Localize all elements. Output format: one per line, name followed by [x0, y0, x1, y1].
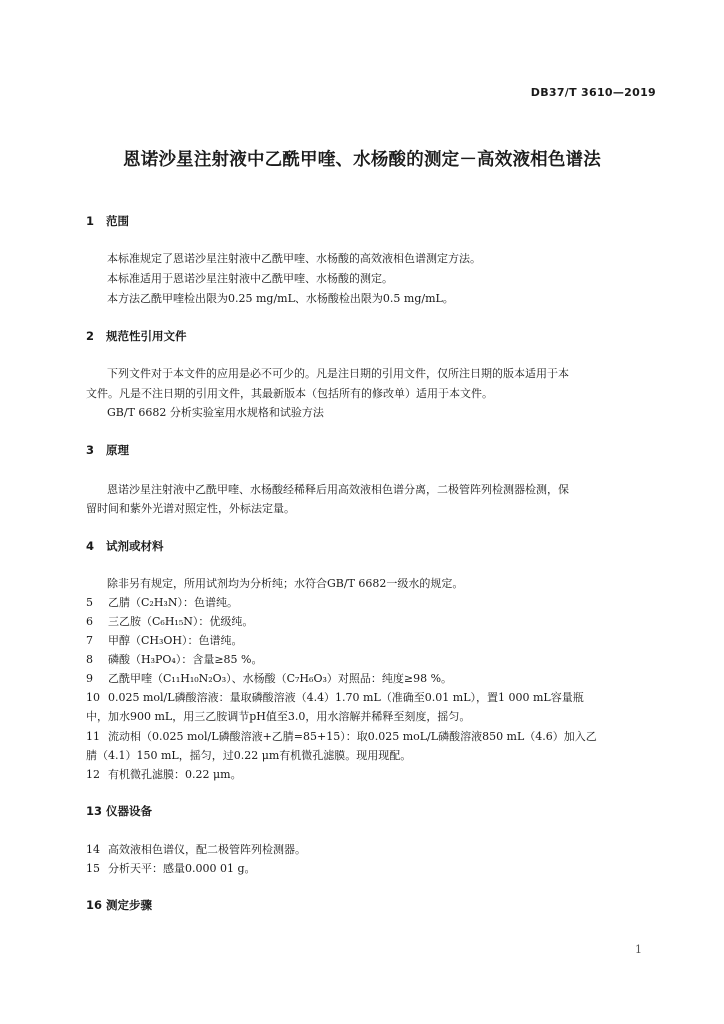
section-heading-principle — [86, 442, 129, 458]
item-text: 高效液相色谱仪，配二极管阵列检测器。 — [108, 843, 306, 856]
section-title: 测定步骤 — [106, 898, 152, 912]
item-text: 三乙胺（C₆H₁₅N）：优级纯。 — [108, 615, 254, 628]
paragraph-line: 文件。凡是不注日期的引用文件，其最新版本（包括所有的修改单）适用于本文件。 — [86, 387, 493, 400]
list-item-continuation: 中，加水900 mL，用三乙胺调节pH值至3.0，用水溶解并稀释至刻度，摇匀。 — [86, 710, 471, 723]
item-number: 15 — [86, 862, 100, 875]
paragraph-line: 恩诺沙星注射液中乙酰甲喹、水杨酸经稀释后用高效液相色谱分离，二极管阵列检测器检测，保 — [107, 483, 569, 496]
section-title: 仪器设备 — [106, 804, 152, 818]
item-text: 有机微孔滤膜：0.22 μm。 — [108, 768, 242, 781]
paragraph-line: 本方法乙酰甲喹检出限为0.25 mg/mL、水杨酸检出限为0.5 mg/mL。 — [107, 292, 454, 305]
list-item — [86, 860, 256, 876]
section-title: 原理 — [106, 443, 129, 457]
section-number: 1 — [86, 214, 95, 228]
item-text: 乙腈（C₂H₃N）：色谱纯。 — [108, 596, 238, 609]
list-item — [86, 670, 452, 686]
list-item — [86, 689, 584, 705]
item-text: 磷酸（H₃PO₄）：含量≥85 %。 — [108, 653, 263, 666]
item-number: 8 — [86, 653, 93, 666]
paragraph-line: 下列文件对于本文件的应用是必不可少的。凡是注日期的引用文件，仅所注日期的版本适用于本 — [107, 367, 569, 380]
list-item — [86, 594, 238, 610]
paragraph-line: 本标准适用于恩诺沙星注射液中乙酰甲喹、水杨酸的测定。 — [107, 272, 393, 285]
section-title: 规范性引用文件 — [106, 329, 187, 343]
item-number: 7 — [86, 634, 93, 647]
section-heading-normative-references — [86, 328, 187, 344]
section-number: 4 — [86, 539, 95, 553]
paragraph-line: 留时间和紫外光谱对照定性，外标法定量。 — [86, 502, 295, 515]
standard-code: DB37/T 3610—2019 — [530, 86, 656, 99]
reference-line: GB/T 6682 分析实验室用水规格和试验方法 — [107, 406, 324, 419]
section-heading-scope — [86, 213, 129, 229]
item-number: 5 — [86, 596, 93, 609]
item-number: 10 — [86, 691, 100, 704]
item-text: 甲醇（CH₃OH）：色谱纯。 — [108, 634, 243, 647]
section-number: 3 — [86, 443, 95, 457]
section-title: 试剂或材料 — [106, 539, 164, 553]
item-text: 分析天平：感量0.000 01 g。 — [108, 862, 256, 875]
item-number: 6 — [86, 615, 93, 628]
item-number: 14 — [86, 843, 100, 856]
list-item — [86, 728, 597, 744]
item-text: 乙酰甲喹（C₁₁H₁₀N₂O₃）、水杨酸（C₇H₆O₃）对照品：纯度≥98 %。 — [108, 672, 453, 685]
page-number: 1 — [635, 943, 642, 956]
paragraph-line: 本标准规定了恩诺沙星注射液中乙酰甲喹、水杨酸的高效液相色谱测定方法。 — [107, 252, 481, 265]
item-text: 0.025 mol/L磷酸溶液：量取磷酸溶液（4.4）1.70 mL（准确至0.01 mL），置1 000 mL容量瓶 — [108, 691, 584, 704]
item-number: 11 — [86, 730, 100, 743]
section-number: 13 — [86, 804, 103, 818]
section-heading-reagents — [86, 538, 164, 554]
section-heading-equipment — [86, 803, 152, 819]
list-item — [86, 613, 253, 629]
list-item — [86, 651, 263, 667]
item-number: 9 — [86, 672, 93, 685]
section-number: 16 — [86, 898, 103, 912]
list-item — [86, 632, 243, 648]
list-item — [86, 766, 242, 782]
section-title: 范围 — [106, 214, 129, 228]
section-number: 2 — [86, 329, 95, 343]
paragraph-line: 除非另有规定，所用试剂均为分析纯；水符合GB/T 6682一级水的规定。 — [107, 577, 464, 590]
document-title: 恩诺沙星注射液中乙酰甲喹、水杨酸的测定－高效液相色谱法 — [123, 150, 601, 170]
list-item — [86, 841, 306, 857]
section-heading-procedure — [86, 897, 152, 913]
item-number: 12 — [86, 768, 100, 781]
item-text: 流动相（0.025 mol/L磷酸溶液+乙腈=85+15）：取0.025 moL/L磷酸溶液850 mL（4.6）加入乙 — [108, 730, 597, 743]
list-item-continuation: 腈（4.1）150 mL，摇匀，过0.22 μm有机微孔滤膜。现用现配。 — [86, 749, 412, 762]
